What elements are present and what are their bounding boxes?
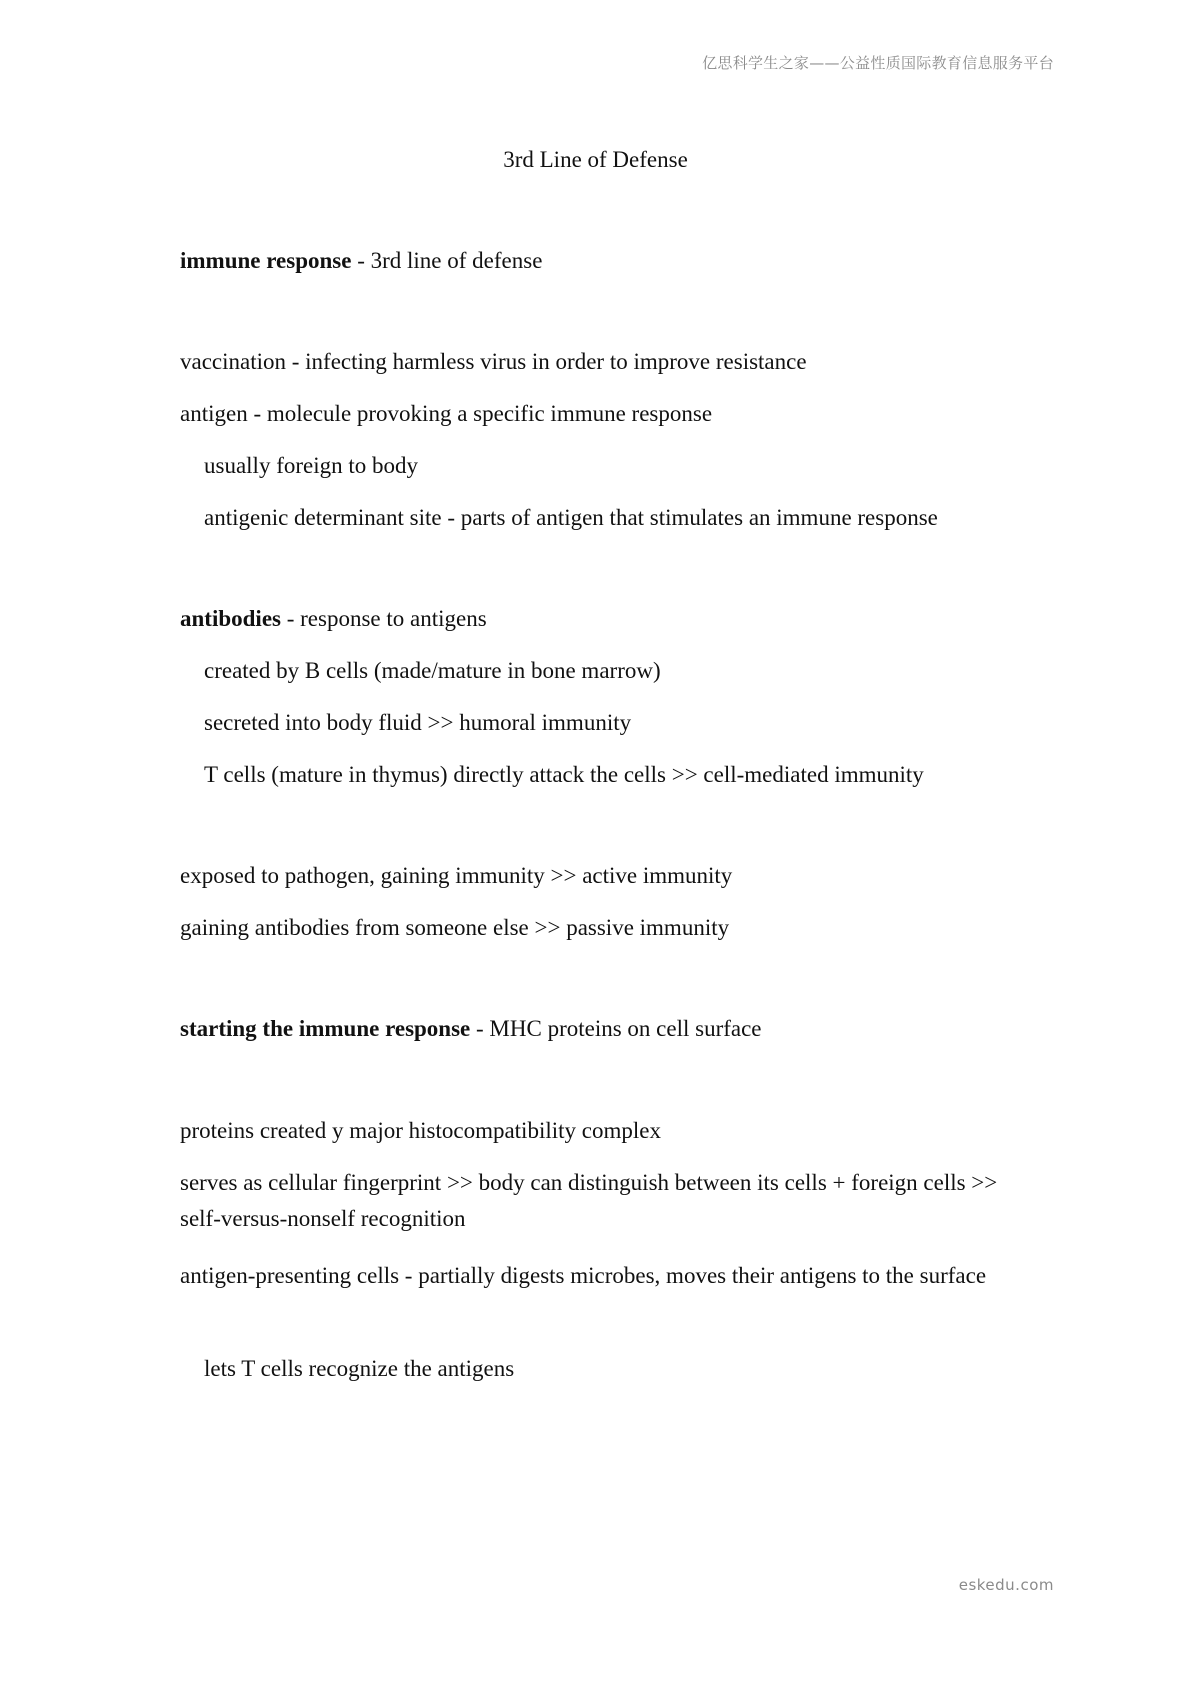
- header-site-note: 亿思科学生之家——公益性质国际教育信息服务平台: [702, 54, 1054, 72]
- b-cells-line: created by B cells (made/mature in bone marrow): [204, 658, 661, 683]
- antibodies-line: [180, 601, 1016, 637]
- immune-response-definition: - 3rd line of defense: [351, 248, 543, 273]
- starting-response-term: starting the immune response: [180, 1016, 471, 1041]
- immune-response-line: [180, 243, 1016, 279]
- vaccination-line: vaccination - infecting harmless virus in order to improve resistance: [180, 349, 807, 374]
- apc-line: antigen-presenting cells - partially digests microbes, moves their antigens to the surface: [180, 1263, 987, 1288]
- antigen-line: antigen - molecule provoking a specific immune response: [180, 401, 713, 426]
- fingerprint-line: serves as cellular fingerprint >> body can distinguish between its cells + foreign cells >> self-versus-nonself recognition: [180, 1170, 998, 1231]
- t-recognize-line: lets T cells recognize the antigens: [204, 1356, 515, 1381]
- starting-response-line: [180, 1011, 1016, 1047]
- antibodies-definition: - response to antigens: [280, 606, 487, 631]
- antigen-foreign-line: usually foreign to body: [204, 453, 418, 478]
- starting-response-definition: - MHC proteins on cell surface: [470, 1016, 762, 1041]
- immune-response-term: immune response: [180, 248, 352, 273]
- mhc-proteins-line: proteins created y major histocompatibility complex: [180, 1118, 661, 1143]
- active-immunity-line: exposed to pathogen, gaining immunity >> active immunity: [180, 863, 733, 888]
- passive-immunity-line: gaining antibodies from someone else >> passive immunity: [180, 915, 730, 940]
- footer-site-url: eskedu.com: [958, 1576, 1054, 1594]
- page-title: 3rd Line of Defense: [503, 147, 688, 172]
- t-cells-line: T cells (mature in thymus) directly attack the cells >> cell-mediated immunity: [204, 762, 924, 787]
- antigen-site-line: antigenic determinant site - parts of antigen that stimulates an immune response: [204, 505, 938, 530]
- antibodies-term: antibodies: [180, 606, 281, 631]
- humoral-line: secreted into body fluid >> humoral immunity: [204, 710, 632, 735]
